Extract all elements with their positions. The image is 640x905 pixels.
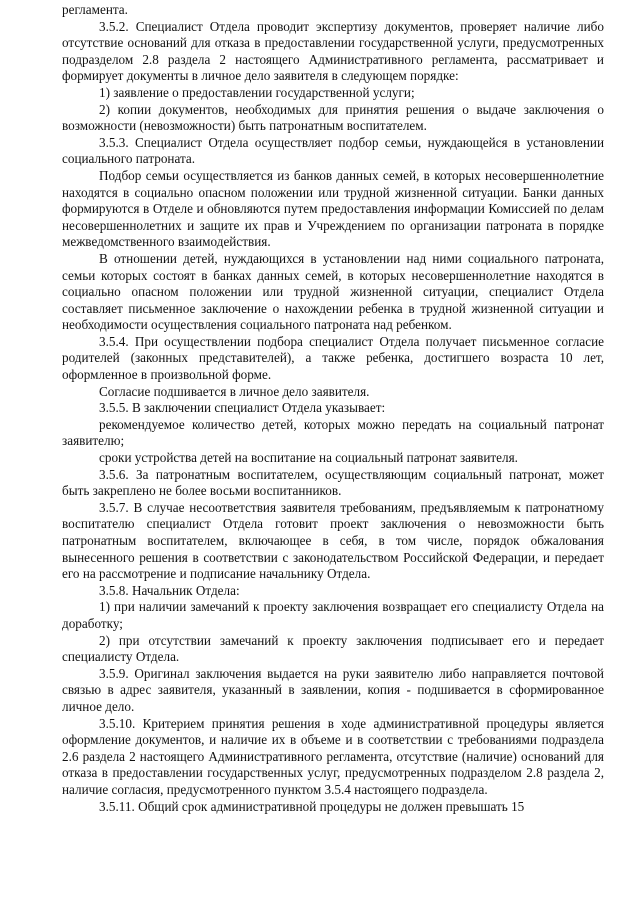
- paragraph-p00: регламента.: [62, 2, 128, 17]
- paragraph-p10: рекомендуемое количество детей, которых можно передать на социальный патронат заявителю;: [62, 416, 604, 449]
- paragraph-p13: 3.5.7. В случае несоответствия заявителя требованиям, предъявляемым к патронатному воспитателю специалист Отдела готовит проект заключения о невозможности быть патронатным воспитателем, включающее в себя, в том числе, порядок обжалования вынесенного решения в соответствии с законодательством Российской Федерации, и передает его на рассмотрение и подписание начальнику Отдела.: [62, 499, 604, 582]
- paragraph-p04: 3.5.3. Специалист Отдела осуществляет подбор семьи, нуждающейся в установлении социального патроната.: [62, 134, 604, 167]
- paragraph-p18: 3.5.10. Критерием принятия решения в ходе административной процедуры является оформление документов, и наличие их в объеме и в соответствии с требованиями подраздела 2.6 раздела 2 настоящего Административного регламента, отсутствие (наличие) оснований для отказа в предоставлении государственных услуг, предусмотренных подразделом 2.8 раздела 2, наличие согласия, предусмотренного пунктом 3.5.4 настоящего подраздела.: [62, 715, 604, 797]
- paragraph-p12: 3.5.6. За патронатным воспитателем, осуществляющим социальный патронат, может быть закреплено не более восьми воспитанников.: [62, 466, 604, 499]
- paragraph-p06: В отношении детей, нуждающихся в установлении над ними социального патроната, семьи которых состоят в банках данных семей, в которых несовершеннолетние находятся в социально опасном положении или трудной жизненной ситуации, специалист Отдела составляет письменное заключение о нахождении ребенка в трудной жизненной ситуации и необходимости осуществления социального патроната над ребенком.: [62, 250, 604, 333]
- paragraph-p15: 1) при наличии замечаний к проекту заключения возвращает его специалисту Отдела на доработку;: [62, 599, 604, 631]
- paragraph-p16: 2) при отсутствии замечаний к проекту заключения подписывает его и передает специалисту Отдела.: [62, 632, 604, 665]
- paragraph-p17: 3.5.9. Оригинал заключения выдается на руки заявителю либо направляется почтовой связью в адрес заявителя, указанный в заявлении, копия - подшивается в сформированное личное дело.: [62, 665, 604, 714]
- paragraph-p14: 3.5.8. Начальник Отдела:: [99, 582, 240, 598]
- paragraph-p05: Подбор семьи осуществляется из банков данных семей, в которых несовершеннолетние находятся в социально опасном положении или трудной жизненной ситуации. Банки данных формируются в Отделе и обновляются путем предоставления информации Комиссией по делам несовершеннолетних и защите их прав и Учреждением по организации патроната в порядке межведомственного взаимодействия.: [62, 167, 604, 250]
- paragraph-p07: 3.5.4. При осуществлении подбора специалист Отдела получает письменное согласие родителей (законных представителей), а также ребенка, достигшего возраста 10 лет, оформленное в произвольной форме.: [62, 333, 604, 383]
- paragraph-p09: 3.5.5. В заключении специалист Отдела указывает:: [99, 400, 386, 416]
- paragraph-p03: 2) копии документов, необходимых для принятия решения о выдаче заключения о возможности (невозможности) быть патронатным воспитателем.: [62, 101, 604, 134]
- paragraph-p01: 3.5.2. Специалист Отдела проводит экспертизу документов, проверяет наличие либо отсутствие оснований для отказа в предоставлении государственной услуги, предусмотренных подразделом 2.8 раздела 2 настоящего Административного регламента, рассматривает и формирует документы в личное дело заявителя в следующем порядке:: [62, 18, 604, 84]
- paragraph-p11: сроки устройства детей на воспитание на социальный патронат заявителя.: [99, 450, 518, 466]
- paragraph-p02: 1) заявление о предоставлении государственной услуги;: [99, 84, 415, 100]
- paragraph-p08: Согласие подшивается в личное дело заявителя.: [99, 383, 370, 399]
- paragraph-p19: 3.5.11. Общий срок административной процедуры не должен превышать 15: [99, 798, 525, 814]
